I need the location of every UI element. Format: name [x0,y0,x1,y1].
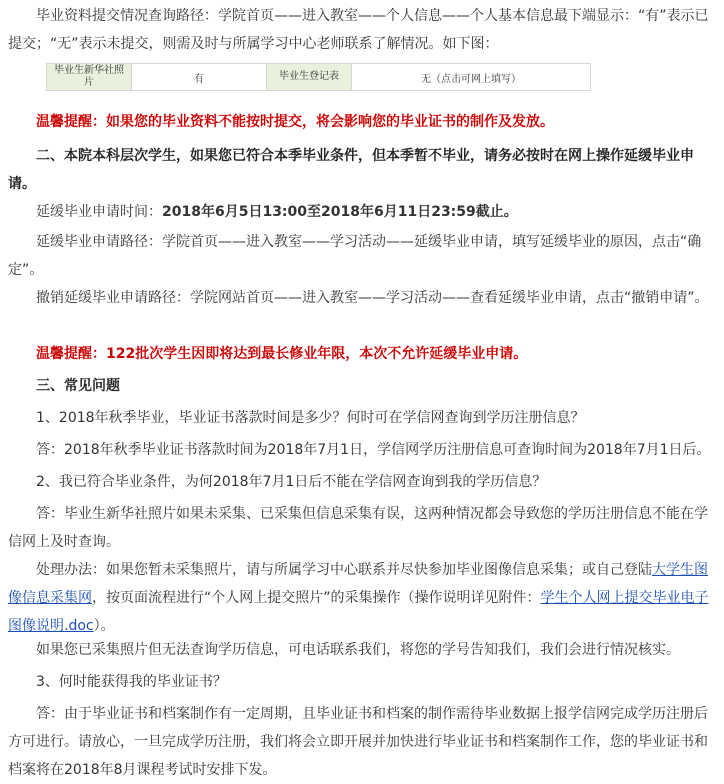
deferral-time-value: 2018年6月5日13:00至2018年6月11日23:59截止。 [162,204,518,220]
faq-a3: 答：由于毕业证书和档案制作有一定周期，且毕业证书和档案的制作需待毕业数据上报学信网完成学历注册后方可进行。请放心，一旦完成学历注册，我们将会立即开展并加快进行毕业证书和档案制作工作，您的毕业证书和档案将在2018年8月课程考试时安排下发。 [8,706,708,778]
deferral-time-label: 延缓毕业申请时间： [36,204,162,220]
faq-q1: 1、2018年秋季毕业，毕业证书落款时间是多少？何时可在学信网查询到学历注册信息？ [36,410,585,426]
faq-a2-handling [8,556,714,640]
faq-a2: 答：毕业生新华社照片如果未采集、已采集但信息采集有误，这两种情况都会导致您的学历注册信息不能在学信网上及时查询。 [8,506,708,550]
faq-a2-extra: 如果您已采集照片但无法查询学历信息，可电话联系我们，将您的学号告知我们，我们会进行情况核实。 [36,642,680,658]
deferral-path: 延缓毕业申请路径：学院首页——进入教室——学习活动——延缓毕业申请，填写延缓毕业的原因，点击“确定”。 [8,234,702,278]
register-label-cell: 毕业生登记表 [267,64,352,91]
handling-prefix: 处理办法：如果您暂未采集照片，请与所属学习中心联系并尽快参加毕业图像信息采集；或自己登陆 [36,562,652,578]
section2-heading: 二、本院本科层次学生，如果您已符合本季毕业条件，但本季暂不毕业，请务必按时在网上操作延缓毕业申请。 [8,148,694,192]
attachment-doc-link[interactable]: 学生个人网上提交毕业电子图像说明.doc [8,590,709,634]
photo-label-cell: 毕业生新华社照片 [47,64,132,91]
faq-q2: 2、我已符合毕业条件，为何2018年7月1日后不能在学信网查询到我的学历信息？ [36,474,547,490]
deferral-time [8,198,714,226]
register-value-cell[interactable]: 无（点击可网上填写） [352,64,591,91]
table-row [47,64,591,91]
image-collection-site-link[interactable]: 大学生图像信息采集网 [8,562,708,606]
faq-q3: 3、何时能获得我的毕业证书？ [36,674,227,690]
notice-deferral: 温馨提醒：122批次学生因即将达到最长修业年限，本次不允许延缓毕业申请。 [36,346,528,362]
intro-paragraph: 毕业资料提交情况查询路径：学院首页——进入教室——个人信息——个人基本信息最下端显示：“有”表示已提交；“无”表示未提交，则需及时与所属学习中心老师联系了解情况。如下图： [8,8,709,52]
faq-a1: 答：2018年秋季毕业证书落款时间为2018年7月1日，学信网学历注册信息可查询时间为2018年7月1日后。 [36,442,711,458]
handling-middle: ，按页面流程进行“个人网上提交照片”的采集操作（操作说明详见附件： [92,590,541,606]
cancel-deferral-path: 撤销延缓毕业申请路径：学院网站首页——进入教室——学习活动——查看延缓毕业申请，点击“撤销申请”。 [36,290,709,306]
graduation-status-table [46,63,591,91]
handling-suffix: ）。 [93,618,115,634]
section3-heading: 三、常见问题 [36,378,120,394]
notice-materials: 温馨提醒：如果您的毕业资料不能按时提交，将会影响您的毕业证书的制作及发放。 [36,114,554,130]
photo-value-cell: 有 [132,64,267,91]
